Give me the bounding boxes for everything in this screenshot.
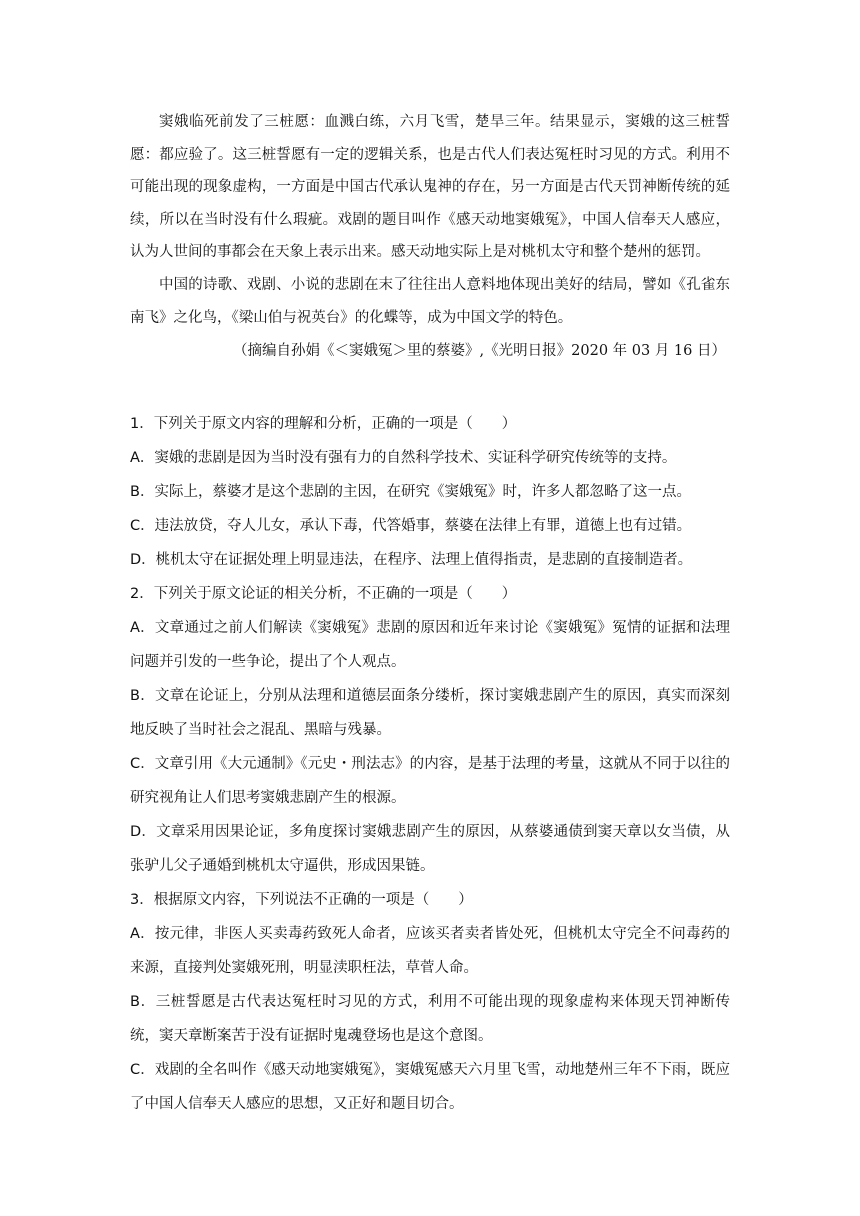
option-b: B．实际上，蔡婆才是这个悲剧的主因，在研究《窦娥冤》时，许多人都忽略了这一点。: [130, 484, 691, 500]
option-a: A．文章通过之前人们解读《窦娥冤》悲剧的原因和近年来讨论《窦娥冤》冤情的证据和法理问题并引发的一些争论，提出了个人观点。: [130, 620, 730, 670]
question-stem: 2．下列关于原文论证的相关分析，不正确的一项是（ ）: [130, 586, 517, 602]
option-c: C．戏剧的全名叫作《感天动地窦娥冤》，窦娥冤感天六月里飞雪，动地楚州三年不下雨，既应了中国人信奉天人感应的思想，又正好和题目切合。: [130, 1062, 730, 1112]
option-d: D．文章采用因果论证，多角度探讨窦娥悲剧产生的原因，从蔡婆通债到窦天章以女当债，从张驴儿父子通婚到桃机太守逼供，形成因果链。: [130, 824, 730, 874]
option-c: C．违法放贷，夺人儿女，承认下毒，代答婚事，蔡婆在法律上有罪，道德上也有过错。: [130, 518, 692, 534]
question-1: [130, 407, 730, 577]
article-passage: [130, 106, 730, 368]
option-a: A．按元律，非医人买卖毒药致死人命者，应该买者卖者皆处死，但桃机太守完全不问毒药的来源，直接判处窦娥死刑，明显渎职枉法，草菅人命。: [130, 926, 730, 976]
option-c: C．文章引用《大元通制》《元史・刑法志》的内容，是基于法理的考量，这就从不同于以往的研究视角让人们思考窦娥悲剧产生的根源。: [130, 756, 730, 806]
question-stem: 3．根据原文内容，下列说法不正确的一项是（ ）: [130, 892, 473, 908]
question-2: [130, 577, 730, 883]
article-paragraph: 窦娥临死前发了三桩愿：血溅白练，六月飞雪，楚旱三年。结果显示，窦娥的这三桩誓愿：都应验了。这三桩誓愿有一定的逻辑关系，也是古代人们表达冤枉时习见的方式。利用不可能出现的现象虚构，一方面是中国古代承认鬼神的存在，另一方面是古代天罚神断传统的延续，所以在当时没有什么瑕疵。戏剧的题目叫作《感天动地窦娥冤》，中国人信奉天人感应，认为人世间的事都会在天象上表示出来。感天动地实际上是对桃机太守和整个楚州的惩罚。: [130, 114, 730, 261]
question-3: [130, 883, 730, 1121]
article-source: （摘编自孙娟《＜窦娥冤＞里的蔡婆》,《光明日报》2020 年 03 月 16 日）: [233, 343, 726, 360]
option-d: D．桃机太守在证据处理上明显违法，在程序、法理上值得指责，是悲剧的直接制造者。: [130, 552, 693, 568]
question-stem: 1．下列关于原文内容的理解和分析，正确的一项是（ ）: [130, 416, 517, 432]
option-a: A．窦娥的悲剧是因为当时没有强有力的自然科学技术、实证科学研究传统等的支持。: [130, 450, 677, 466]
questions: [130, 407, 730, 1121]
option-b: B．文章在论证上，分别从法理和道德层面条分缕析，探讨窦娥悲剧产生的原因，真实而深刻地反映了当时社会之混乱、黑暗与残暴。: [130, 688, 730, 738]
option-b: B．三桩誓愿是古代表达冤枉时习见的方式，利用不可能出现的现象虚构来体现天罚神断传统，窦天章断案苦于没有证据时鬼魂登场也是这个意图。: [130, 994, 730, 1044]
article-paragraph: 中国的诗歌、戏剧、小说的悲剧在末了往往出人意料地体现出美好的结局，譬如《孔雀东南飞》之化鸟，《梁山伯与祝英台》的化蝶等，成为中国文学的特色。: [130, 276, 730, 326]
